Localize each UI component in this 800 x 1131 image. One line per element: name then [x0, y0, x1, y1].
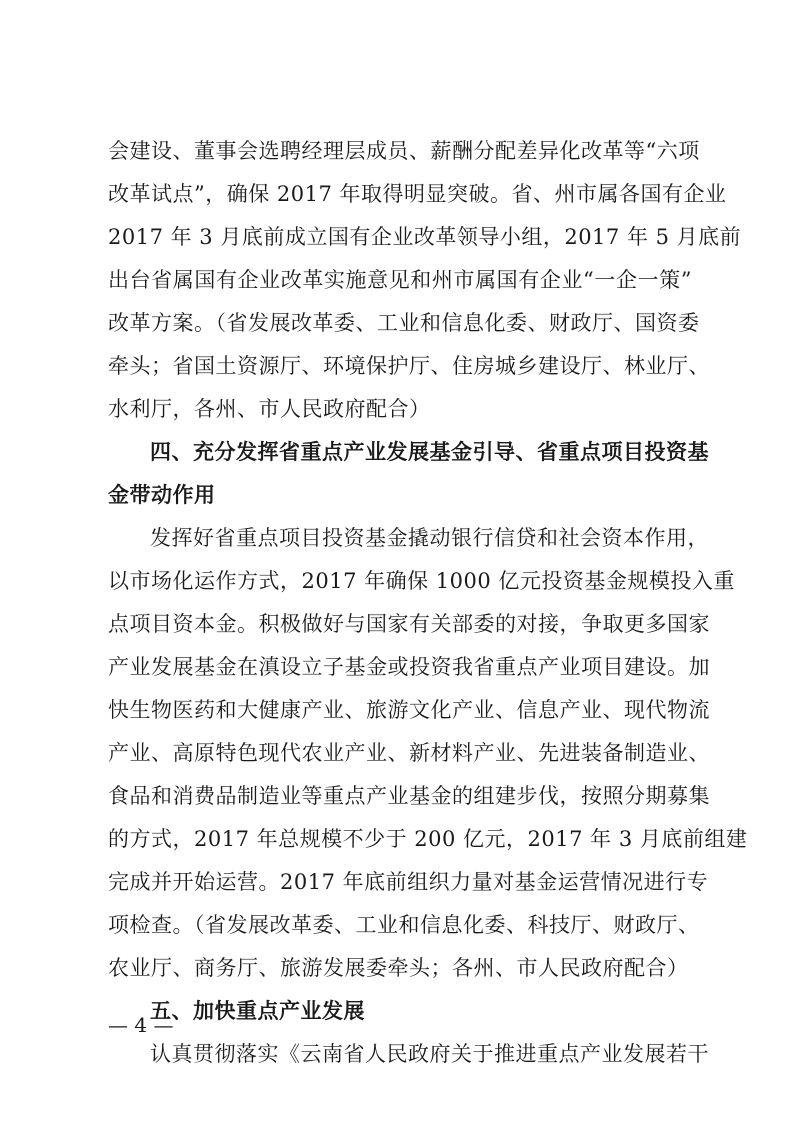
body-line: 改革试点”，确保 2017 年取得明显突破。省、州市属各国有企业	[108, 182, 727, 206]
body-line: 以市场化运作方式，2017 年确保 1000 亿元投资基金规模投入重	[108, 569, 735, 593]
document-body	[108, 130, 748, 1076]
body-line: 快生物医药和大健康产业、旅游文化产业、信息产业、现代物流	[108, 698, 710, 722]
body-line: 认真贯彻落实《云南省人民政府关于推进重点产业发展若干	[150, 1042, 709, 1066]
body-line: 食品和消费品制造业等重点产业基金的组建步伐，按照分期募集	[108, 784, 710, 808]
body-line: 出台省属国有企业改革实施意见和州市属国有企业“一企一策”	[108, 268, 692, 292]
body-line: 牵头；省国土资源厅、环境保护厅、住房城乡建设厅、林业厅、	[108, 354, 710, 378]
body-line: 改革方案。（省发展改革委、工业和信息化委、财政厅、国资委	[108, 311, 700, 335]
body-line: 完成并开始运营。2017 年底前组织力量对基金运营情况进行专	[108, 870, 709, 894]
body-line: 2017 年 3 月底前成立国有企业改革领导小组，2017 年 5 月底前	[108, 225, 742, 249]
section-heading: 五、加快重点产业发展	[150, 999, 365, 1023]
section-heading: 四、充分发挥省重点产业发展基金引导、省重点项目投资基	[150, 440, 709, 464]
body-line: 产业发展基金在滇设立子基金或投资我省重点产业项目建设。加	[108, 655, 710, 679]
body-line: 农业厅、商务厅、旅游发展委牵头；各州、市人民政府配合）	[108, 956, 689, 980]
body-line: 项检查。（省发展改革委、工业和信息化委、科技厅、财政厅、	[108, 913, 700, 937]
body-line: 点项目资本金。积极做好与国家有关部委的对接，争取更多国家	[108, 612, 710, 636]
body-line: 的方式，2017 年总规模不少于 200 亿元，2017 年 3 月底前组建	[108, 827, 748, 851]
body-line: 发挥好省重点项目投资基金撬动银行信贷和社会资本作用，	[150, 526, 709, 550]
body-line: 水利厅，各州、市人民政府配合）	[108, 397, 431, 421]
body-line: 会建设、董事会选聘经理层成员、薪酬分配差异化改革等“六项	[108, 139, 700, 163]
page-number: — 4 —	[108, 1013, 174, 1037]
body-line: 产业、高原特色现代农业产业、新材料产业、先进装备制造业、	[108, 741, 710, 765]
section-heading: 金带动作用	[108, 483, 216, 507]
